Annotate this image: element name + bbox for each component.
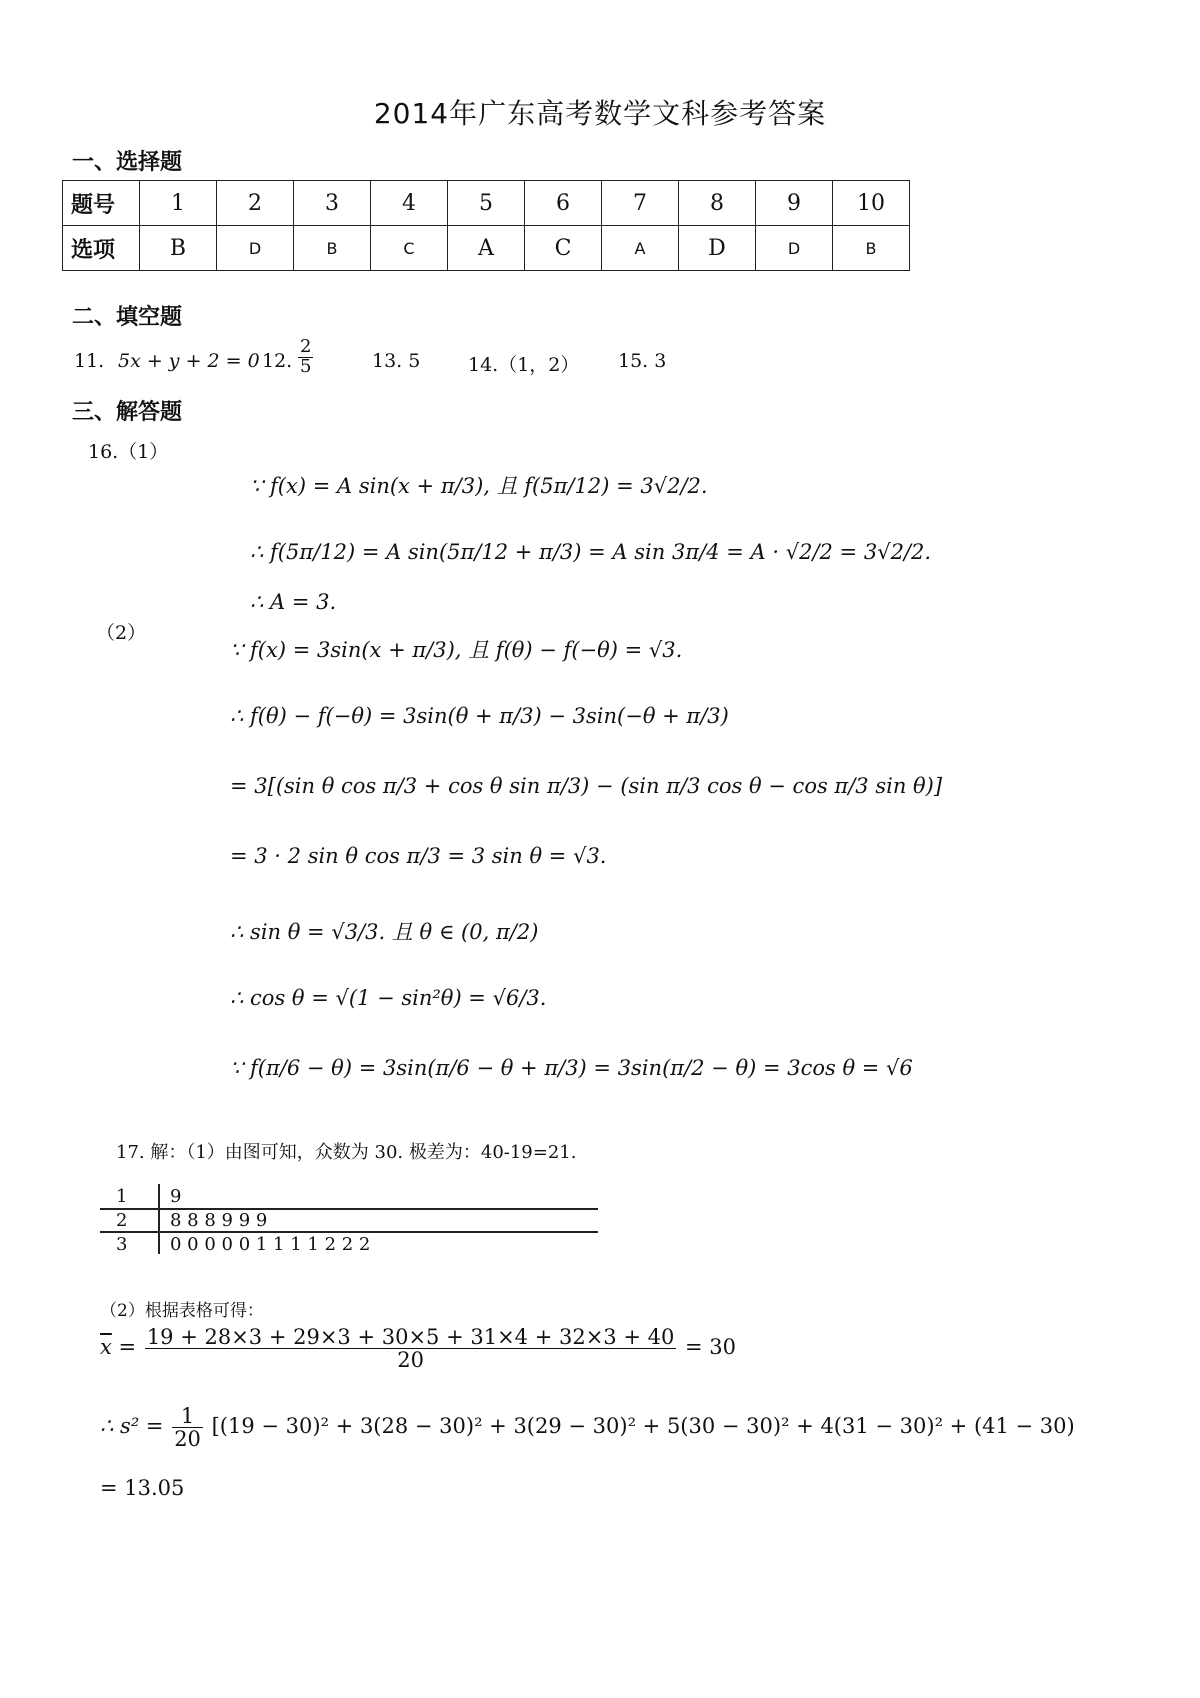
section-heading-solve: 三、解答题: [72, 400, 183, 425]
q16-line7: = 3 · 2 sin θ cos π/3 = 3 sin θ = √3.: [230, 844, 607, 868]
mean-numerator: 19 + 28×3 + 29×3 + 30×5 + 31×4 + 32×3 + 40: [146, 1325, 675, 1349]
q17-variance-result: = 13.05: [100, 1476, 185, 1500]
table-cell-answer: B: [140, 226, 217, 271]
table-cell-answer: D: [217, 226, 294, 271]
fill-q13: 13. 5: [372, 350, 421, 372]
mean-result: = 30: [685, 1335, 737, 1360]
fill-q12-fraction: [296, 338, 315, 377]
table-cell-number: 2: [217, 181, 294, 226]
fill-q14: 14.（1，2）: [468, 354, 580, 376]
page-title: 2014年广东高考数学文科参考答案: [373, 97, 827, 130]
table-cell-answer: A: [448, 226, 525, 271]
fill-q12-numerator: 2: [300, 336, 312, 357]
table-cell-answer: A: [602, 226, 679, 271]
q17-variance-formula: [100, 1405, 1075, 1450]
stem-value: 3: [116, 1234, 128, 1255]
table-cell-answer: B: [294, 226, 371, 271]
q16-line8: ∴ sin θ = √3/3. 且 θ ∈ (0, π/2): [230, 920, 539, 944]
q16-part2-label: （2）: [96, 622, 147, 644]
q16-line9: ∴ cos θ = √(1 − sin²θ) = √6/3.: [230, 986, 547, 1010]
stem-leaf-divider: [158, 1184, 160, 1254]
leaf-values: 9: [170, 1186, 182, 1207]
fill-q11-number: 11.: [74, 350, 105, 372]
fill-q15: 15. 3: [618, 350, 667, 372]
table-cell-answer: C: [371, 226, 448, 271]
leaf-values: 8 8 8 9 9 9: [170, 1210, 268, 1231]
table-cell-number: 1: [140, 181, 217, 226]
table-cell-number: 5: [448, 181, 525, 226]
equals-sign: =: [118, 1335, 143, 1360]
q16-line3: ∴ A = 3.: [250, 590, 337, 614]
q17-mean-formula: [100, 1326, 736, 1371]
fill-q12-number: 12.: [262, 350, 293, 372]
stem-leaf-rule: [100, 1231, 598, 1233]
q16-line2: ∴ f(5π/12) = A sin(5π/12 + π/3) = A sin 3π/4 = A · √2/2 = 3√2/2.: [250, 540, 932, 564]
table-cell-number: 3: [294, 181, 371, 226]
q16-part1-label: 16.（1）: [88, 441, 169, 463]
q16-line6: = 3[(sin θ cos π/3 + cos θ sin π/3) − (sin π/3 cos θ − cos π/3 sin θ)]: [230, 774, 943, 798]
mean-symbol: $\overline{x}$: [100, 1335, 112, 1360]
q17-part2: （2）根据表格可得：: [100, 1301, 264, 1321]
table-cell-number: 7: [602, 181, 679, 226]
table-cell-answer: C: [525, 226, 602, 271]
stem-value: 1: [116, 1186, 128, 1207]
fill-q11-answer: 5x + y + 2 = 0: [118, 350, 260, 372]
q16-line1: ∵ f(x) = A sin(x + π/3), 且 f(5π/12) = 3√2/2.: [250, 474, 708, 498]
table-cell-answer: D: [756, 226, 833, 271]
section-heading-choice: 一、选择题: [72, 150, 183, 175]
q16-line10: ∵ f(π/6 − θ) = 3sin(π/6 − θ + π/3) = 3sin(π/2 − θ) = 3cos θ = √6: [230, 1056, 913, 1080]
q17-intro: 17. 解：（1）由图可知，众数为 30. 极差为：40-19=21.: [116, 1142, 577, 1163]
table-row-numbers: [63, 181, 910, 226]
variance-coef-numerator: 1: [172, 1405, 203, 1428]
table-row-answers: [63, 226, 910, 271]
table-cell-answer: D: [679, 226, 756, 271]
stem-value: 2: [116, 1210, 128, 1231]
q16-line4: ∵ f(x) = 3sin(x + π/3), 且 f(θ) − f(−θ) = √3.: [230, 638, 683, 662]
fill-q12-denominator: 5: [300, 355, 312, 377]
table-cell-number: 9: [756, 181, 833, 226]
table-cell-number: 10: [833, 181, 910, 226]
q16-line5: ∴ f(θ) − f(−θ) = 3sin(θ + π/3) − 3sin(−θ + π/3): [230, 704, 729, 728]
table-cell-number: 6: [525, 181, 602, 226]
variance-terms: [(19 − 30)² + 3(28 − 30)² + 3(29 − 30)² + 5(30 − 30)² + 4(31 − 30)² + (41 − 30): [211, 1414, 1075, 1439]
variance-symbol: ∴ s² =: [100, 1414, 171, 1439]
table-cell-number: 4: [371, 181, 448, 226]
leaf-values: 0 0 0 0 0 1 1 1 1 2 2 2: [170, 1234, 371, 1255]
table-cell-answer: B: [833, 226, 910, 271]
table-answer-label: 选项: [63, 226, 140, 271]
stem-leaf-plot: [100, 1180, 600, 1260]
answer-table: [62, 180, 910, 271]
mean-denominator: 20: [397, 1348, 424, 1373]
section-heading-fill: 二、填空题: [72, 305, 183, 330]
table-cell-number: 8: [679, 181, 756, 226]
variance-coef-denominator: 20: [174, 1427, 201, 1452]
table-header-label: 题号: [63, 181, 140, 226]
